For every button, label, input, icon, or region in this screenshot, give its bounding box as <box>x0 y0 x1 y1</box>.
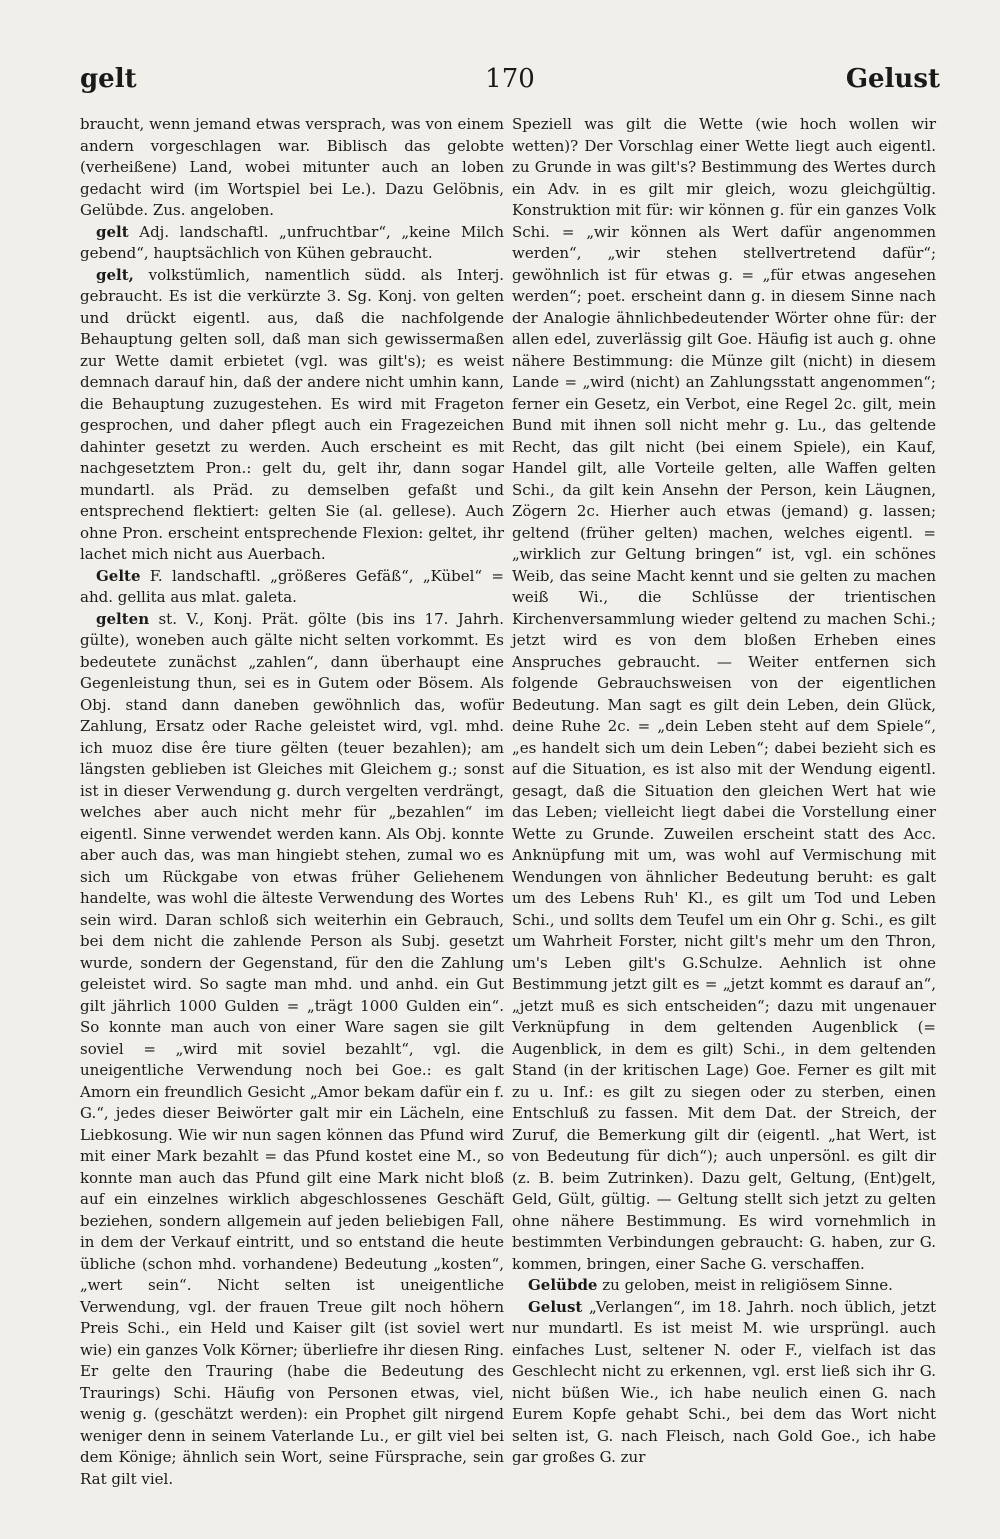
header-left-guideword: gelt <box>80 64 137 94</box>
entry-paragraph <box>80 265 504 566</box>
entry-text: Adj. landschaftl. „unfruchtbar“, „keine Milch gebend“, hauptsächlich von Kühen gebraucht. <box>80 222 504 262</box>
entry-paragraph <box>512 1275 936 1297</box>
entry-paragraph <box>80 566 504 609</box>
headword: gelt, <box>96 265 134 284</box>
entry-text: braucht, wenn jemand etwas versprach, was von einem andern vorgeschlagen war. Biblisch das gelobte (verheißene) Land, wobei mitunter auch an loben gedacht wird (im Wortspiel bei Le.). Dazu Gelöbnis, Gelübde. Zus. angeloben. <box>80 115 504 219</box>
entry-paragraph <box>512 114 936 1275</box>
page-number: 170 <box>485 64 535 94</box>
page-header <box>80 64 940 104</box>
entry-text: „Verlangen“, im 18. Jahrh. noch üblich, jetzt nur mundartl. Es ist meist M. wie ursprüngl. auch einfaches Lust, seltener N. oder F., vielfach ist das Geschlecht nicht zu erkennen, vgl. erst ließ sich ihr G. nicht büßen Wie., ich habe neulich einen G. nach Eurem Kopfe gehabt Schi., bei dem das Wort nicht selten ist, G. nach Fleisch, nach Gold Goe., ich habe gar großes G. zur <box>512 1297 936 1466</box>
headword: Gelust <box>528 1297 583 1316</box>
entry-text: F. landschaftl. „größeres Gefäß“, „Kübel“ = ahd. gellita aus mlat. galeta. <box>80 566 504 606</box>
headword: gelten <box>96 609 150 628</box>
left-column <box>80 114 504 1490</box>
entry-paragraph <box>80 114 504 222</box>
headword: Gelübde <box>528 1276 598 1294</box>
headword: gelt <box>96 222 129 241</box>
entry-text: volkstümlich, namentlich südd. als Interj. gebraucht. Es ist die verkürzte 3. Sg. Konj. von gelten und drückt eigentl. aus, daß die nachfolgende Behauptung gelten soll, daß man sich gewissermaßen zur Wette damit erbietet (vgl. was gilt's); es weist demnach darauf hin, daß der andere nicht umhin kann, die Behauptung zuzugestehen. Es wird mit Frageton gesprochen, und daher pflegt auch ein Fragezeichen dahinter gesetzt zu werden. Auch erscheint es mit nachgesetztem Pron.: gelt du, gelt ihr, dann sogar mundartl. als Präd. zu demselben gefaßt und entsprechend flektiert: gelten Sie (al. gellese). Auch ohne Pron. erscheint entsprechende Flexion: geltet, ihr lachet mich nicht aus Auerbach. <box>80 265 504 563</box>
entry-text: st. V., Konj. Prät. gölte (bis ins 17. Jahrh. gülte), woneben auch gälte nicht selten vorkommt. Es bedeutete zunächst „zahlen“, dann überhaupt eine Gegenleistung thun, sei es in Gutem oder Bösem. Als Obj. stand dann daneben gewöhnlich das, wofür Zahlung, Ersatz oder Rache geleistet wird, vgl. mhd. ich muoz dise êre tiure gëlten (teuer bezahlen); am längsten geblieben ist Gleiches mit Gleichem g.; sonst ist in dieser Verwendung g. durch vergelten verdrängt, welches aber auch nicht mehr für „bezahlen“ im eigentl. Sinne verwendet werden kann. Als Obj. konnte aber auch das, was man hingiebt stehen, zumal wo es sich um Rückgabe von etwas früher Geliehenem handelte, was wohl die älteste Verwendung des Wortes sein wird. Daran schloß sich weiterhin ein Gebrauch, bei dem nicht die zahlende Person als Subj. gesetzt wurde, sondern der Gegenstand, für den die Zahlung geleistet wird. So sagte man mhd. und anhd. ein Gut gilt jährlich 1000 Gulden = „trägt 1000 Gulden ein“. So konnte man auch von einer Ware sagen sie gilt soviel = „wird mit soviel bezahlt“, vgl. die uneigentliche Verwendung noch bei Goe.: es galt Amorn ein freundlich Gesicht „Amor bekam dafür ein f. G.“, jedes dieser Beiwörter galt mir ein Lächeln, eine Liebkosung. Wie wir nun sagen können das Pfund wird mit einer Mark bezahlt = das Pfund kostet eine M., so konnte man auch das Pfund gilt eine Mark nicht bloß auf ein einzelnes wirklich abgeschlossenes Geschäft beziehen, sondern allgemein auf jeden beliebigen Fall, in dem der Verkauf eintritt, und so entstand die heute übliche (schon mhd. vorhandene) Bedeutung „kosten“, „wert sein“. Nicht selten ist uneigentliche Verwendung, vgl. der frauen Treue gilt noch höhern Preis Schi., ein Held und Kaiser gilt (ist soviel wert wie) ein ganzes Volk Körner; überliefre ihr diesen Ring. Er gelte den Trauring (habe die Bedeutung des Traurings) Schi. Häufig von Personen etwas, viel, wenig g. (geschätzt werden): ein Prophet gilt nirgend weniger denn in seinem Vaterlande Lu., er gilt viel bei dem Könige; ähnlich sein Wort, seine Fürsprache, sein Rat gilt viel. <box>80 609 504 1488</box>
headword: Gelte <box>96 566 141 585</box>
header-right-guideword: Gelust <box>845 64 940 94</box>
entry-paragraph <box>512 1297 936 1469</box>
entry-text: Speziell was gilt die Wette (wie hoch wollen wir wetten)? Der Vorschlag einer Wette liegt auch eigentl. zu Grunde in was gilt's? Bestimmung des Wertes durch ein Adv. in es gilt mir gleich, wozu gleichgültig. Konstruktion mit für: wir können g. für ein ganzes Volk Schi. = „wir können als Wert dafür angenommen werden“, „wir stehen stellvertretend dafür“; gewöhnlich ist für etwas g. = „für etwas angesehen werden“; poet. erscheint dann g. in diesem Sinne nach der Analogie ähnlichbedeutender Wörter ohne für: der allen edel, zuverlässig gilt Goe. Häufig ist auch g. ohne nähere Bestimmung: die Münze gilt (nicht) in diesem Lande = „wird (nicht) an Zahlungsstatt angenommen“; ferner ein Gesetz, ein Verbot, eine Regel 2c. gilt, mein Bund mit ihnen soll nicht mehr g. Lu., das geltende Recht, das gilt nicht (bei einem Spiele), ein Kauf, Handel gilt, alle Vorteile gelten, alle Waffen gelten Schi., da gilt kein Ansehn der Person, kein Läugnen, Zögern 2c. Hierher auch etwas (jemand) g. lassen; geltend (früher gelten) machen, welches eigentl. = „wirklich zur Geltung bringen“ ist, vgl. ein schönes Weib, das seine Macht kennt und sie gelten zu machen weiß Wi., die Schlüsse der trientischen Kirchenversammlung wieder geltend zu machen Schi.; jetzt wird es von dem bloßen Erheben eines Anspruches gebraucht. — Weiter entfernen sich folgende Gebrauchsweisen von der eigentlichen Bedeutung. Man sagt es gilt dein Leben, dein Glück, deine Ruhe 2c. = „dein Leben steht auf dem Spiele“, „es handelt sich um dein Leben“; dabei bezieht sich es auf die Situation, es ist also mit der Wendung eigentl. gesagt, daß die Situation den gleichen Wert hat wie das Leben; vielleicht liegt dabei die Vorstellung einer Wette zu Grunde. Zuweilen erscheint statt des Acc. Anknüpfung mit um, was wohl auf Vermischung mit Wendungen von ähnlicher Bedeutung beruht: es galt um des Lebens Ruh' Kl., es gilt um Tod und Leben Schi., und sollts dem Teufel um ein Ohr g. Schi., es gilt um Wahrheit Forster, nicht gilt's mehr um den Thron, um's Leben gilt's G.Schulze. Aehnlich ist ohne Bestimmung jetzt gilt es = „jetzt kommt es darauf an“, „jetzt muß es sich entscheiden“; dazu mit ungenauer Verknüpfung in dem geltenden Augenblick (= Augenblick, in dem es gilt) Schi., in dem geltenden Stand (in der kritischen Lage) Goe. Ferner es gilt mit zu u. Inf.: es gilt zu siegen oder zu sterben, einen Entschluß zu fassen. Mit dem Dat. der Streich, der Zuruf, die Bemerkung gilt dir (eigentl. „hat Wert, ist von Bedeutung für dich“); auch unpersönl. es gilt dir (z. B. beim Zutrinken). Dazu gelt, Geltung, (Ent)gelt, Geld, Gült, gültig. — Geltung stellt sich jetzt zu gelten ohne nähere Bestimmung. Es wird vornehmlich in bestimmten Verbindungen gebraucht: G. haben, zur G. kommen, bringen, einer Sache G. verschaffen. <box>512 115 936 1273</box>
right-column <box>512 114 936 1469</box>
entry-text: zu geloben, meist in religiösem Sinne. <box>602 1276 893 1294</box>
entry-paragraph <box>80 609 504 1491</box>
entry-paragraph <box>80 222 504 265</box>
